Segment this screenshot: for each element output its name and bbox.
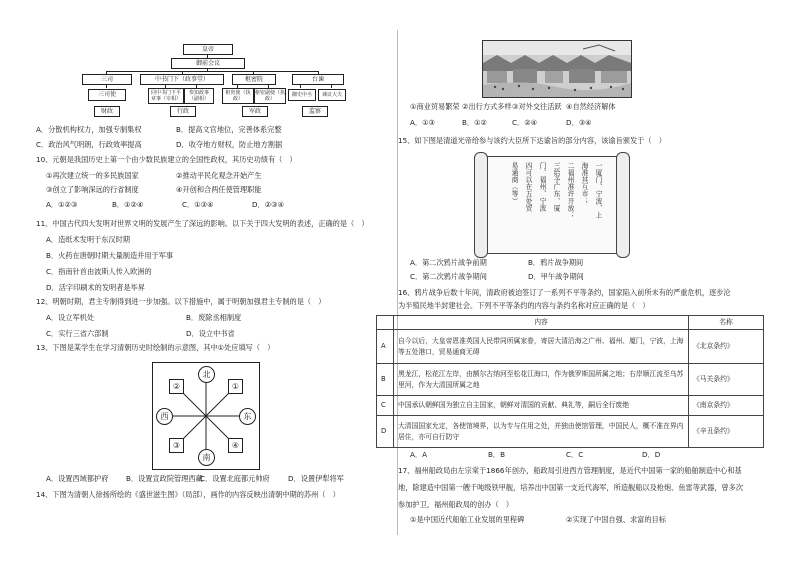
treaty-table [376, 315, 764, 448]
q10-item-1: ①再次建立统一的多民族国家 [46, 171, 139, 180]
q14-item-2: ②出行方式多样 [462, 102, 512, 111]
q9-option-c[interactable]: C．政治风气明朗，行政效率提高 [36, 140, 142, 149]
q17-line-1: 17、福州船政局由左宗棠于1866年创办，船政局引进西方管理制度，是近代中国第一家的船舶制造中心和基 [398, 466, 742, 475]
q15-stem: 15、如下图是清道光帝给参与该约大臣所下达谕旨的部分内容，该谕旨颁发于（ ） [398, 136, 666, 145]
scroll-col-6: 四可以在五处贸 [524, 162, 532, 212]
org-council: 御前会议 [171, 58, 245, 69]
q9-option-a[interactable]: A．分散机构权力，加强专制集权 [36, 125, 142, 134]
org-sub-shumifushi: 枢密副使（执政） [255, 90, 286, 102]
q11-option-d[interactable]: D．活字印刷术的发明者是毕昇 [46, 283, 145, 292]
org-tag-supervision: 监察 [302, 106, 328, 117]
org-sub-shumishi: 枢密使（执政） [222, 88, 254, 104]
painting-image [482, 40, 632, 98]
q10-item-3: ③创立了影响深远的行省制度 [46, 185, 139, 194]
table-header-row [377, 316, 764, 330]
q10-stem: 10、元朝是我国历史上第一个由少数民族建立的全国性政权，其历史功绩有（ ） [36, 155, 297, 164]
q13-diagram [152, 362, 260, 470]
scroll-col-4: 三给予广东、厦 [552, 162, 560, 212]
q9-option-b[interactable]: B．提高文官地位，完善体系完整 [176, 125, 282, 134]
org-emperor: 皇帝 [183, 44, 233, 55]
q16-option-b[interactable]: B．B [488, 450, 506, 459]
row-letter: D [377, 416, 394, 448]
q12-option-b[interactable]: B．废除丞相制度 [186, 313, 242, 322]
org-box-taijian: 台谏 [292, 74, 344, 85]
q14-option-d[interactable]: D．③④ [566, 118, 592, 127]
q11-option-b[interactable]: B．火药在唐朝时期大量制造并用于军事 [46, 251, 174, 260]
marker-2: ① [228, 379, 243, 394]
q15-option-a[interactable]: A．第二次鸦片战争前期 [410, 258, 487, 267]
west-label: 西 [156, 408, 173, 425]
edict-scroll [474, 152, 630, 256]
scroll-col-3: 二福州准许开放； [566, 162, 574, 219]
q10-item-4: ④开创和合两任使管理职能 [176, 185, 262, 194]
q10-option-a[interactable]: A．①②③ [46, 200, 78, 209]
q16-option-d[interactable]: D．D [642, 450, 661, 459]
painting-illustration [483, 41, 631, 97]
row-treaty-name: 《辛丑条约》 [689, 416, 764, 448]
q13-option-d[interactable]: D．设置伊犁将军 [288, 474, 344, 483]
table-row[interactable] [377, 396, 764, 416]
q10-option-b[interactable]: B．①②④ [112, 200, 144, 209]
org-sub-yushi: 御史中丞 [288, 89, 316, 101]
q11-option-a[interactable]: A．造纸术发明于东汉时期 [46, 235, 130, 244]
q17-line-3: 参加护卫，福州船政局的创办（ ） [398, 500, 514, 509]
org-box-zhongshu: 中书门下（政事堂） [140, 74, 224, 85]
q12-option-d[interactable]: D．设立中书省 [186, 329, 235, 338]
q14-item-4: ④自然经济解体 [566, 102, 616, 111]
scroll-col-2: 海准其互市； [580, 162, 588, 205]
q11-option-c[interactable]: C．指南针首由波斯人传入欧洲的 [46, 267, 152, 276]
q14-item-3: ③对外交往活跃 [512, 102, 562, 111]
q15-option-b[interactable]: B．鸦片战争期间 [528, 258, 584, 267]
scroll-col-1: 一厦门、宁波、上 [594, 162, 602, 219]
table-row[interactable] [377, 330, 764, 364]
row-content: 中国承认朝鲜国为独立自主国家，朝鲜对清国的贡献、典礼等，嗣后全行废绝 [394, 396, 689, 416]
q10-option-d[interactable]: D．②③④ [252, 200, 285, 209]
row-treaty-name: 《南京条约》 [689, 396, 764, 416]
scroll-col-5: 门、福州、宁波 [538, 162, 546, 212]
org-sub-pingzhang: 同中书门下平章事（宰相） [148, 88, 184, 104]
q11-stem: 11、中国古代四大发明对世界文明的发展产生了深远的影响。以下关于四大发明的表述，正确的是（ ） [36, 219, 369, 228]
q15-option-c[interactable]: C．第二次鸦片战争期间 [410, 272, 487, 281]
q13-option-c[interactable]: C．设置北庭都元帅府 [200, 474, 270, 483]
org-sub-sansishi: 三司使 [88, 89, 126, 101]
q14-option-a[interactable]: A．①③ [410, 118, 435, 127]
table-header-cell [377, 316, 394, 330]
q16-option-a[interactable]: A．A [410, 450, 428, 459]
q16-stem-2: 为半殖民地半封建社会。下列不平等条约的内容与条约名称对应正确的是（ ） [398, 301, 650, 310]
q17-item-2: ②实现了中国自强、求富的目标 [566, 515, 666, 524]
org-sub-jianyi: 谏议大夫 [318, 89, 346, 101]
q14-item-1: ①商业贸易繁荣 [410, 102, 460, 111]
marker-3: ③ [169, 438, 184, 453]
row-letter: A [377, 330, 394, 364]
row-letter: B [377, 364, 394, 396]
table-row[interactable] [377, 416, 764, 448]
q9-option-d[interactable]: D．收夺地方财权，防止地方割据 [176, 140, 283, 149]
row-letter: C [377, 396, 394, 416]
row-treaty-name: 《马关条约》 [689, 364, 764, 396]
q14-option-b[interactable]: B．①② [462, 118, 488, 127]
north-label: 北 [198, 366, 215, 383]
org-box-shumi: 枢密院 [232, 74, 276, 85]
table-header-cell: 内容 [394, 316, 689, 330]
row-content: 自今以后，大皇帝恩准英国人民带同所属家眷，寄居大清沿海之广州、福州、厦门，宁波，上海等五处港口，贸易通商无碍 [394, 330, 689, 364]
org-tag-admin: 行政 [170, 106, 196, 117]
org-tag-finance: 财政 [94, 106, 120, 117]
row-treaty-name: 《北京条约》 [689, 330, 764, 364]
q12-option-a[interactable]: A．设立军机处 [46, 313, 95, 322]
q10-option-c[interactable]: C．①③④ [182, 200, 214, 209]
q12-option-c[interactable]: C．实行三省六部制 [46, 329, 109, 338]
q17-line-2: 地，除建造中国第一艘千吨级铁甲舰，培养出中国第一支近代海军，所造舰船以及枪炮、鱼雷等武器，曾多次 [398, 483, 744, 492]
column-divider [397, 30, 398, 535]
south-label: 南 [198, 449, 215, 466]
q14-option-c[interactable]: C．②④ [512, 118, 538, 127]
q13-option-a[interactable]: A．设置西域都护府 [46, 474, 109, 483]
east-label: 东 [239, 408, 256, 425]
q14-stem: 14、下图为清朝人徐扬所绘的《盛世滋生图》（局部），画作的内容反映出清朝中期的苏州（ ） [36, 490, 340, 499]
row-content: 大清国国家允定，各使馆境界，以为专与住用之处，并独由使馆管理，中国民人，概不准在界内居住，亦可自行防守 [394, 416, 689, 448]
table-header-cell: 名称 [689, 316, 764, 330]
marker-4: ④ [228, 438, 243, 453]
q15-option-d[interactable]: D．甲午战争期间 [528, 272, 584, 281]
table-row[interactable] [377, 364, 764, 396]
q17-item-1: ①是中国近代船舶工业发展的里程碑 [410, 515, 525, 524]
org-tag-military: 军政 [242, 106, 268, 117]
marker-1: ② [169, 379, 184, 394]
q13-option-b[interactable]: B．设置宣政院管理西藏 [126, 474, 203, 483]
org-box-sansi: 三司 [82, 74, 132, 85]
q16-option-c[interactable]: C．C [566, 450, 584, 459]
row-content: 黑龙江，松花江左岸，由额尔古纳河至松花江海口，作为俄罗斯国所属之地；右岸顺江流至乌苏里河，作为大清国所属之地 [394, 364, 689, 396]
scroll-col-7: 易通商（等） [510, 162, 518, 205]
q16-stem-1: 16、鸦片战争后数十年间，清政府被迫签订了一系列不平等条约，国家陷入前所未有的严重危机，逐步沦 [398, 288, 731, 297]
org-sub-canzhi: 参知政事（副相） [184, 88, 214, 104]
q12-stem: 12、明朝时期，君主专制得到进一步加强。以下措施中，属于明朝加强君主专制的是（ ） [36, 297, 326, 306]
q13-stem: 13、下图是某学生在学习清朝历史时绘制的示意图，其中①处应填写（ ） [36, 343, 275, 352]
q10-item-2: ②推动平民化观念开始产生 [176, 171, 262, 180]
